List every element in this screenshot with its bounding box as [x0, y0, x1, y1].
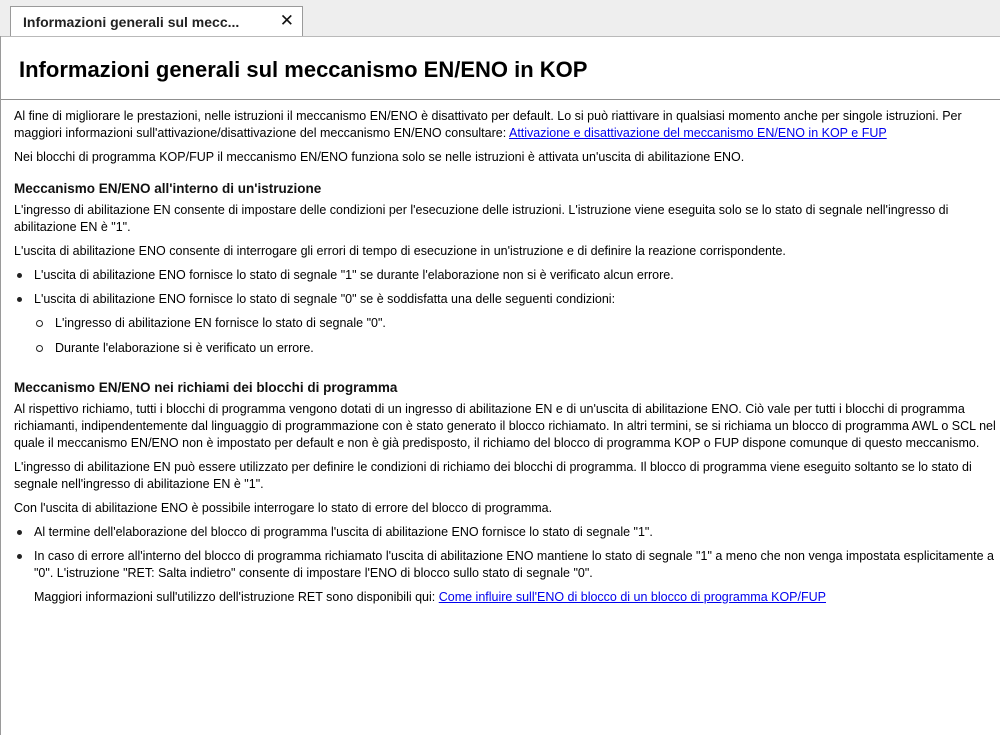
- enable-disable-link[interactable]: Attivazione e disattivazione del meccanismo EN/ENO in KOP e FUP: [508, 126, 887, 140]
- section2-paragraph-1: Al rispettivo richiamo, tutti i blocchi di programma vengono dotati di un ingresso di abilitazione EN e di un'uscita di abilitazione ENO. Ciò vale per tutti i blocchi di programma richiamanti, indipendentemente dal linguaggio di programmazione con è stato generato il blocco richiamato. In altri termini, se si richiama un blocco di programma AWL o SCL nel quale il meccanismo EN/ENO non è impostato per default e non è già predisposto, il richiamo del blocco di programma KOP o FUP dispone comunque di questo meccanismo.: [14, 402, 996, 450]
- eno-block-link[interactable]: Come influire sull'ENO di blocco di un blocco di programma KOP/FUP: [438, 590, 826, 604]
- list-item: In caso di errore all'interno del blocco di programma richiamato l'uscita di abilitazione ENO mantiene lo stato di segnale "1" a meno che non venga impostata esplicitamente a "0". L'istruzione "RET: Salta indietro" consente di impostare l'ENO di blocco sullo stato di segnale "0".: [14, 548, 998, 582]
- list-item: L'uscita di abilitazione ENO fornisce lo stato di segnale "1" se durante l'elaborazione non si è verificato alcun errore.: [14, 267, 998, 284]
- title-area: [1, 37, 1000, 100]
- sub-list-item: Durante l'elaborazione si è verificato un errore.: [35, 340, 998, 357]
- section1-paragraph-1: L'ingresso di abilitazione EN consente di impostare delle condizioni per l'esecuzione delle istruzioni. L'istruzione viene eseguita solo se lo stato di segnale nell'ingresso di abilitazione EN è "1".: [14, 203, 949, 234]
- close-icon[interactable]: ✕: [279, 11, 294, 31]
- sub-list-item: L'ingresso di abilitazione EN fornisce lo stato di segnale "0".: [35, 315, 998, 332]
- page-title: Informazioni generali sul meccanismo EN/ENO in KOP: [19, 57, 588, 82]
- tab-bar: [0, 0, 1000, 37]
- tab-document[interactable]: [10, 6, 303, 36]
- intro-paragraph-2: Nei blocchi di programma KOP/FUP il meccanismo EN/ENO funziona solo se nelle istruzioni è attivata un'uscita di abilitazione ENO.: [14, 150, 745, 164]
- ret-note: [14, 589, 998, 606]
- list-item: L'uscita di abilitazione ENO fornisce lo stato di segnale "0" se è soddisfatta una delle seguenti condizioni:: [14, 291, 998, 308]
- left-border: [0, 36, 1, 735]
- section-heading-block-calls: Meccanismo EN/ENO nei richiami dei blocchi di programma: [14, 380, 398, 395]
- section2-paragraph-2: L'ingresso di abilitazione EN può essere utilizzato per definire le condizioni di richiamo dei blocchi di programma. Il blocco di programma viene eseguito soltanto se lo stato di segnale nell'ingresso di abilitazione EN è "1".: [14, 460, 972, 491]
- tab-label: Informazioni generali sul mecc...: [23, 13, 240, 30]
- intro-text: Al fine di migliorare le prestazioni, nelle istruzioni il meccanismo EN/ENO è disattivato per default. Lo si può riattivare in qualsiasi momento anche per singole istruzioni. Per maggiori informazioni sull'attivazione/disattivazione del meccanismo EN/ENO consultare:: [14, 109, 962, 140]
- section-heading-instruction: Meccanismo EN/ENO all'interno di un'istruzione: [14, 181, 322, 196]
- intro-paragraph: [14, 108, 998, 142]
- section2-paragraph-3: Con l'uscita di abilitazione ENO è possibile interrogare lo stato di errore del blocco di programma.: [14, 501, 553, 515]
- list-item: Al termine dell'elaborazione del blocco di programma l'uscita di abilitazione ENO fornisce lo stato di segnale "1".: [14, 524, 998, 541]
- section1-paragraph-2: L'uscita di abilitazione ENO consente di interrogare gli errori di tempo di esecuzione in un'istruzione e di definire la reazione corrispondente.: [14, 244, 786, 258]
- document-content: [14, 108, 998, 613]
- ret-note-text: Maggiori informazioni sull'utilizzo dell'istruzione RET sono disponibili qui:: [34, 590, 439, 604]
